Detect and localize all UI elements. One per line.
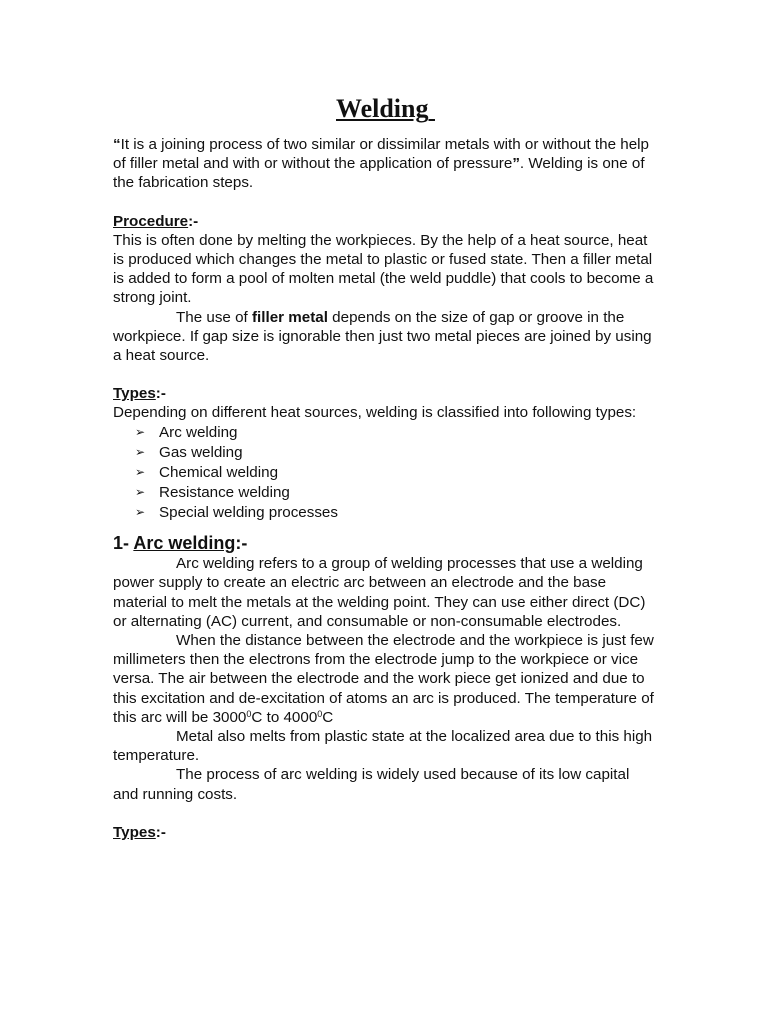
arrow-bullet-icon: ➢ xyxy=(135,484,146,499)
intro-after: . Welding is one of the fabrication steps. xyxy=(113,155,645,192)
arc-paragraph-1: Arc welding refers to a group of welding processes that use a welding power supply to create an electric arc between an electrode and the base material to melt the metals at the welding point. They can use either direct (DC) or alternating (AC) current, and consumable or non-consumable electrodes. xyxy=(113,555,646,630)
list-item-label: Special welding processes xyxy=(159,503,338,521)
list-item-label: Resistance welding xyxy=(159,483,290,501)
arc-types-heading-text: Types xyxy=(113,823,156,841)
list-item xyxy=(135,502,658,522)
temp-superscript: 0 xyxy=(246,708,252,719)
procedure-heading xyxy=(113,212,658,231)
types-heading-text: Types xyxy=(113,385,156,403)
procedure-p2-after: depends on the size of gap or groove in the workpiece. If gap size is ignorable then just two metal pieces are joined by using a heat source. xyxy=(113,308,652,365)
types-intro: Depending on different heat sources, welding is classified into following types: xyxy=(113,404,637,422)
procedure-paragraph-2 xyxy=(113,308,658,366)
intro-paragraph xyxy=(113,135,658,193)
arrow-bullet-icon: ➢ xyxy=(135,444,146,459)
arrow-bullet-icon: ➢ xyxy=(135,504,146,519)
list-item xyxy=(135,443,658,463)
list-item-label: Chemical welding xyxy=(159,463,279,481)
list-item xyxy=(135,423,658,443)
arc-welding-heading xyxy=(113,532,658,554)
arc-heading-suffix: :- xyxy=(235,533,248,554)
arc-types-heading-suffix: :- xyxy=(155,823,166,841)
arc-paragraph-4: The process of arc welding is widely used because of its low capital and running costs. xyxy=(113,766,630,803)
arc-paragraph-2 xyxy=(113,631,658,727)
procedure-paragraph-1: This is often done by melting the workpieces. By the help of a heat source, heat is produced which changes the metal to plastic or fused state. Then a filler metal is added to form a pool of molten metal (the weld puddle) that cools to become a strong joint. xyxy=(113,231,654,307)
temp-superscript: 0 xyxy=(317,708,323,719)
types-heading-suffix: :- xyxy=(155,385,166,403)
open-quote: “ xyxy=(113,136,121,153)
arrow-bullet-icon: ➢ xyxy=(135,464,146,479)
list-item-label: Arc welding xyxy=(159,423,238,441)
list-item-label: Gas welding xyxy=(159,443,243,461)
types-heading xyxy=(113,384,658,403)
arc-heading-number: 1- xyxy=(113,533,134,554)
types-list xyxy=(113,423,658,522)
arc-types-heading xyxy=(113,823,658,842)
intro-quote: It is a joining process of two similar or dissimilar metals with or without the help of filler metal and with or without the application of pressure xyxy=(113,136,649,173)
page-title xyxy=(113,92,658,126)
arc-p2-text: When the distance between the electrode and the workpiece is just few millimeters then the electrons from the electrode jump to the workpiece or vice versa. The air between the electrode and the work piece get ionized and due to this excitation and de-excitation of atoms an arc is produced. The temperature of this arc will be 3000 xyxy=(113,631,654,726)
list-item xyxy=(135,482,658,502)
procedure-heading-text: Procedure xyxy=(113,212,189,230)
document-body xyxy=(113,92,658,842)
filler-metal-bold: filler metal xyxy=(251,308,328,326)
arc-heading-text: Arc welding xyxy=(133,533,236,554)
procedure-heading-suffix: :- xyxy=(188,212,199,230)
arc-p2-end: C xyxy=(322,708,334,726)
arc-paragraph-3: Metal also melts from plastic state at the localized area due to this high temperature. xyxy=(113,727,653,765)
arrow-bullet-icon: ➢ xyxy=(135,424,146,439)
arc-p2-mid: C to 4000 xyxy=(251,708,318,726)
procedure-p2-before: The use of xyxy=(176,308,252,326)
list-item xyxy=(135,462,658,482)
close-quote: ” xyxy=(512,155,520,173)
title-text: Welding xyxy=(336,94,429,123)
